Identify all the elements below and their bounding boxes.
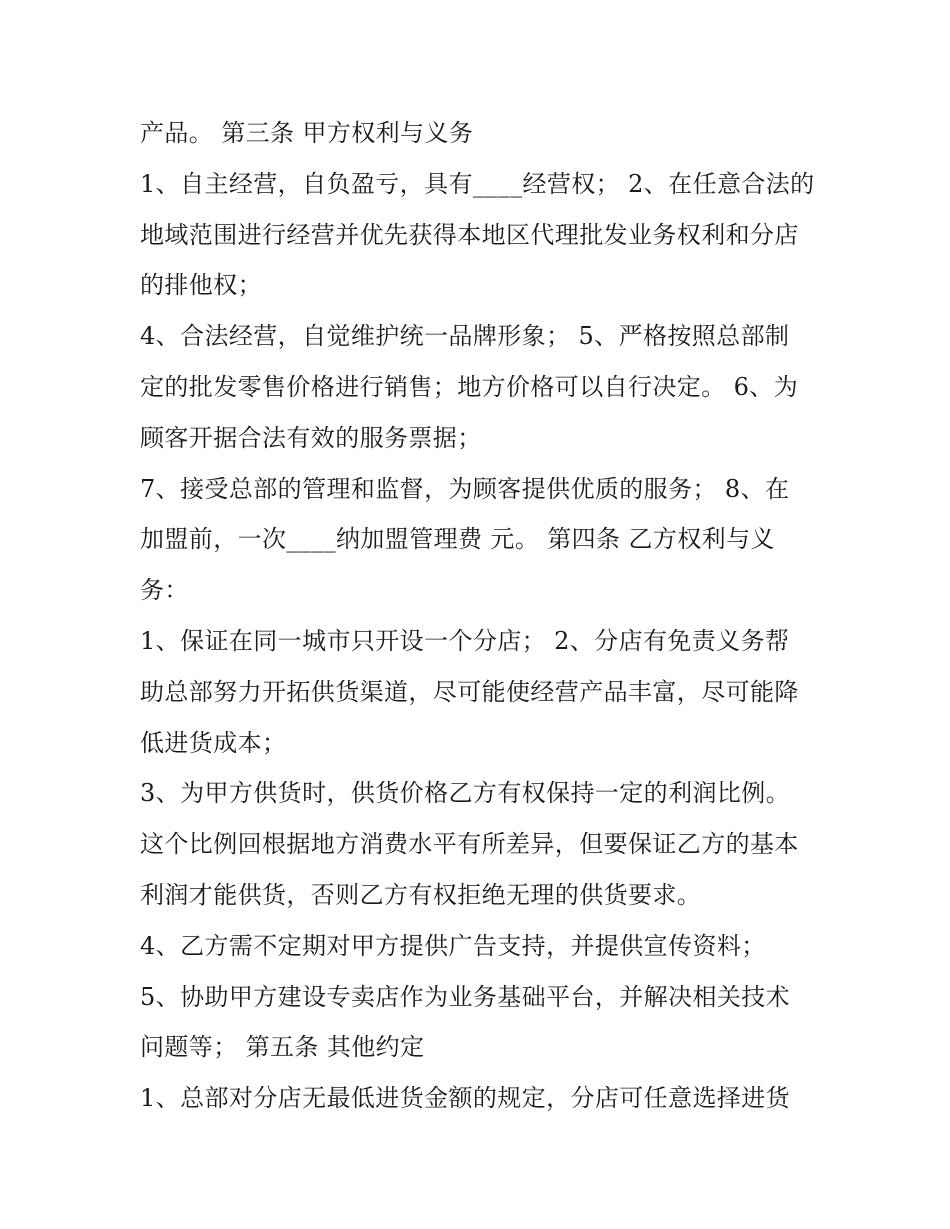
text-line: 低进货成本；: [140, 728, 287, 757]
text-line: 加盟前，一次____纳加盟管理费 元。 第四条 乙方权利与义: [140, 525, 775, 554]
text-line: 务：: [140, 576, 189, 605]
text-line: 定的批发零售价格进行销售；地方价格可以自行决定。 6、为: [140, 372, 799, 401]
document-body: [140, 108, 820, 1124]
text-line: 5、协助甲方建设专卖店作为业务基础平台，并解决相关技术: [140, 982, 791, 1011]
text-line: 7、接受总部的管理和监督，为顾客提供优质的服务； 8、在: [140, 474, 790, 503]
text-line: 1、保证在同一城市只开设一个分店； 2、分店有免责义务帮: [140, 626, 790, 655]
text-line: 利润才能供货，否则乙方有权拒绝无理的供货要求。: [140, 880, 702, 909]
text-line: 这个比例回根据地方消费水平有所差异，但要保证乙方的基本: [140, 830, 799, 859]
text-line: 的排他权；: [140, 271, 262, 300]
text-line: 产品。 第三条 甲方权利与义务: [140, 119, 474, 147]
text-line: 问题等； 第五条 其他约定: [140, 1033, 425, 1062]
text-line: 1、总部对分店无最低进货金额的规定，分店可任意选择进货: [140, 1084, 791, 1113]
text-line: 4、乙方需不定期对甲方提供广告支持，并提供宣传资料；: [140, 931, 766, 960]
text-line: 顾客开据合法有效的服务票据；: [140, 423, 482, 452]
text-line: 3、为甲方供货时，供货价格乙方有权保持一定的利润比例。: [140, 779, 791, 808]
text-line: 助总部努力开拓供货渠道，尽可能使经营产品丰富，尽可能降: [140, 677, 799, 706]
text-line: 地域范围进行经营并优先获得本地区代理批发业务权利和分店: [140, 220, 799, 249]
text-line: 4、合法经营，自觉维护统一品牌形象； 5、严格按照总部制: [140, 322, 790, 351]
text-line: 1、自主经营，自负盈亏，具有____经营权； 2、在任意合法的: [140, 169, 815, 198]
